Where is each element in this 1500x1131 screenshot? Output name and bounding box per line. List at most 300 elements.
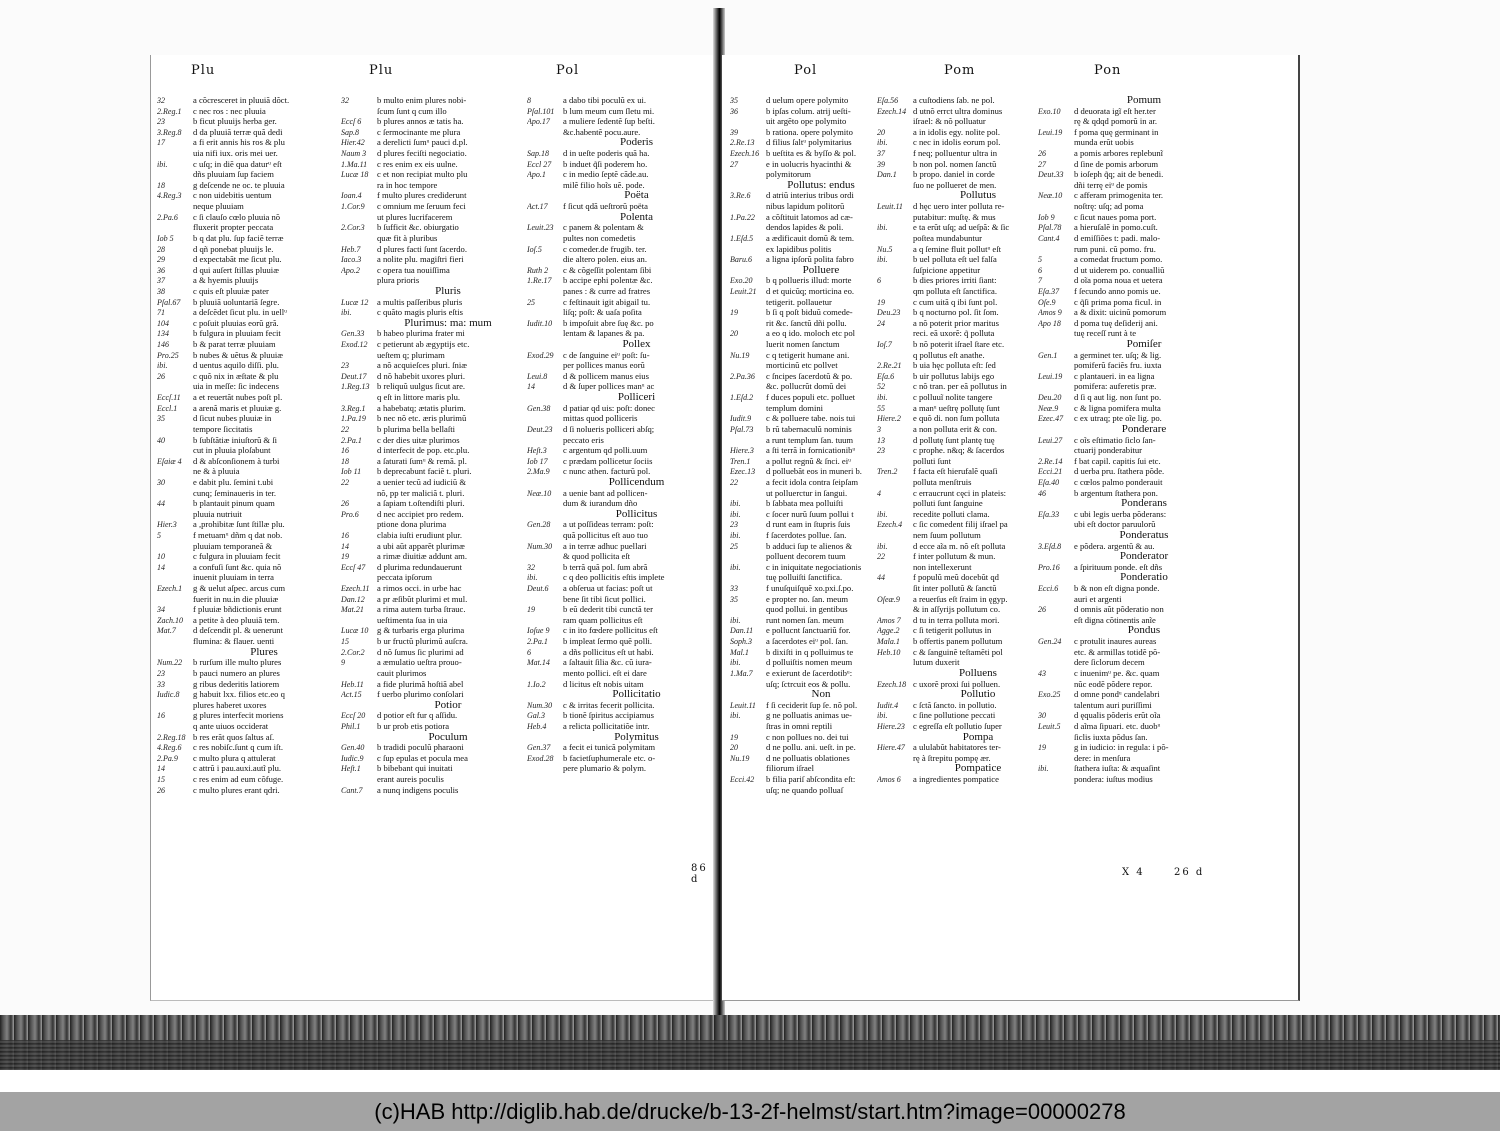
concordance-line (341, 445, 521, 456)
concordance-text: pere plumario & polym. (563, 763, 647, 774)
concordance-line (1038, 763, 1216, 774)
concordance-line (157, 265, 337, 276)
concordance-text: munda erũt uobis (1074, 137, 1134, 148)
verse-reference: 15 (341, 637, 349, 647)
entry-heading-text: Plurimus: ma: mum (404, 316, 492, 329)
entry-heading (157, 647, 337, 658)
verse-reference: 22 (341, 424, 349, 434)
concordance-line (1038, 286, 1216, 297)
concordance-line (877, 774, 1045, 785)
concordance-line (157, 721, 337, 732)
concordance-text: b induet q̃ſi poderem ho. (563, 158, 648, 169)
concordance-text: a rimæ diuitiæ addunt am. (377, 551, 467, 562)
concordance-text: ctuarij ponderabitur (1074, 445, 1143, 456)
concordance-line (730, 413, 878, 424)
concordance-text: f ſicut qdã ueſtrorũ poëta (563, 201, 648, 212)
concordance-text: per pollices manus eorũ (563, 360, 645, 371)
concordance-line (341, 297, 521, 308)
concordance-line (527, 700, 712, 711)
concordance-text: g & uelut aſpec. arcus cum (193, 583, 286, 594)
verse-reference: Deut.6 (527, 584, 549, 594)
verse-reference: ibi. (877, 509, 888, 519)
concordance-text: b lum meum cum ſletu mi. (563, 105, 655, 116)
verse-reference: Lucæ 12 (341, 297, 369, 307)
verse-reference: Exod.28 (527, 753, 554, 763)
verse-reference: 13 (877, 435, 885, 445)
verse-reference: Leui.27 (1038, 435, 1063, 445)
concordance-line (341, 190, 521, 201)
verse-reference: ibi. (157, 159, 168, 169)
concordance-text: b multo enim plures nobi- (377, 95, 467, 105)
verse-reference: Neæ.9 (1038, 403, 1059, 413)
verse-reference: 26 (157, 785, 165, 795)
concordance-line (877, 328, 1045, 339)
concordance-text: b pauci numero an plures (193, 667, 280, 678)
verse-reference: 2.Pa.1 (341, 435, 362, 445)
concordance-line (1038, 657, 1216, 668)
concordance-line (1038, 477, 1216, 488)
verse-reference: Amos 9 (1038, 308, 1062, 318)
concordance-text: a non polluta erit & con. (913, 423, 998, 434)
concordance-text: quã pollicitus eſt auo tuo (563, 529, 648, 540)
concordance-line (877, 710, 1045, 721)
verse-reference: Gal.3 (527, 711, 545, 721)
concordance-text: c quãto magis pluris eſtis (377, 307, 463, 318)
concordance-text: ſuo ne pollueret de men. (913, 179, 997, 190)
concordance-line (527, 541, 712, 552)
concordance-text: b terrã quã pol. ſum abrã (563, 561, 648, 572)
verse-reference: 3 (877, 424, 881, 434)
concordance-line (1038, 212, 1216, 223)
verse-reference: 46 (1038, 488, 1046, 498)
verse-reference: 1.Ma.11 (341, 159, 368, 169)
concordance-line (157, 679, 337, 690)
concordance-line (157, 190, 337, 201)
concordance-line (157, 222, 337, 233)
concordance-text: f poma quę germinant in (1074, 126, 1159, 137)
concordance-line (341, 360, 521, 371)
concordance-line (527, 657, 712, 668)
concordance-line (527, 445, 712, 456)
concordance-line (341, 636, 521, 647)
concordance-line (157, 541, 337, 552)
entry-heading (527, 212, 712, 223)
concordance-text: pluuia nutriuit (193, 508, 242, 519)
concordance-text: putabitur: muſtę. & mus (913, 211, 996, 222)
concordance-line (730, 636, 878, 647)
concordance-line (730, 159, 878, 170)
concordance-text: c attrũ i pau.auxi.autĩ plu. (193, 763, 282, 774)
concordance-text: polluent decorem tuum (766, 551, 846, 562)
concordance-text: c & ligna pomifera multa (1074, 402, 1161, 413)
verse-reference: Pro.16 (1038, 562, 1060, 572)
concordance-text: quæ fit à pluribus (377, 232, 438, 243)
concordance-line (527, 169, 712, 180)
concordance-line (341, 254, 521, 265)
concordance-text: c panem & polentam & (563, 222, 644, 233)
concordance-line (341, 668, 521, 679)
concordance-line (157, 148, 337, 159)
verse-reference: 23 (341, 361, 349, 371)
concordance-text: f metuamᵘ dñm q dat nob. (193, 529, 283, 540)
concordance-line (527, 668, 712, 679)
concordance-line (341, 137, 521, 148)
verse-reference: Ezec.13 (730, 467, 756, 477)
concordance-line (157, 180, 337, 191)
concordance-line (1038, 137, 1216, 148)
right-page (722, 55, 1300, 1001)
concordance-text: g in iudicio: in regula: i põ- (1074, 742, 1169, 753)
concordance-text: uſq; ne quando polluaſ (766, 784, 844, 795)
concordance-line (527, 116, 712, 127)
verse-reference: Neæ.10 (1038, 191, 1063, 201)
concordance-line (1038, 583, 1216, 594)
concordance-text: e põdera. argentũ & au. (1074, 540, 1155, 551)
verse-reference: 30 (157, 477, 165, 487)
concordance-text: d poma tuę deſiderij ani. (1074, 317, 1158, 328)
concordance-text: ſiclis iuxta põdus ſan. (1074, 731, 1148, 742)
concordance-text: c fulgura in pluuiam fecit (193, 551, 281, 562)
concordance-line (157, 360, 337, 371)
entry-heading (527, 732, 712, 743)
concordance-line (877, 413, 1045, 424)
concordance-text: polluti ſunt (913, 455, 951, 466)
verse-reference: Gen.38 (527, 403, 551, 413)
concordance-line (157, 445, 337, 456)
concordance-line (877, 466, 1045, 477)
concordance-line (1038, 403, 1216, 414)
verse-reference: 2.Pa.9 (157, 753, 178, 763)
concordance-text: c der dies uitæ plurimos (377, 434, 460, 445)
verse-reference: 1.Re.17 (527, 276, 552, 286)
verse-reference: Gen.1 (1038, 350, 1058, 360)
concordance-line (877, 530, 1045, 541)
verse-reference: ibi. (527, 573, 538, 583)
concordance-text: d runt eam in ſtupris ſuis (766, 519, 851, 530)
verse-reference: 19 (877, 297, 885, 307)
verse-reference: ibi. (877, 541, 888, 551)
verse-reference: 44 (877, 573, 885, 583)
concordance-line (730, 456, 878, 467)
concordance-line (341, 785, 521, 796)
concordance-text: auri et argenti (1074, 593, 1122, 604)
concordance-text: inuenit pluuiam in terra (193, 572, 274, 583)
entry-heading-text: Ponderare (1121, 422, 1167, 435)
verse-reference: 29 (157, 255, 165, 265)
entry-heading-text: Pollutus (959, 189, 997, 202)
verse-reference: ibi. (877, 223, 888, 233)
concordance-line (730, 190, 878, 201)
verse-reference: Iob 17 (527, 456, 548, 466)
entry-heading (730, 689, 878, 700)
left-page (150, 55, 716, 1001)
concordance-line (730, 424, 878, 435)
concordance-line (527, 350, 712, 361)
verse-reference: 55 (877, 403, 885, 413)
entry-heading (1038, 498, 1216, 509)
concordance-text: b ſufficit &c. obiurgatio (377, 222, 459, 233)
verse-reference: Num.30 (527, 700, 553, 710)
verse-reference: 25 (730, 541, 738, 551)
right-col2-running-head: Pom (944, 63, 976, 78)
verse-reference: Hiere.2 (877, 414, 901, 424)
concordance-text: e ta erũt uſq; ad ueſpã: & ſic (913, 222, 1010, 233)
verse-reference: 3.Re.6 (730, 191, 751, 201)
concordance-line (341, 753, 521, 764)
verse-reference: Leuit.11 (730, 700, 756, 710)
concordance-text: recedite polluti clama. (913, 508, 990, 519)
concordance-line (341, 350, 521, 361)
verse-reference: 14 (341, 541, 349, 551)
verse-reference: Iudit.10 (527, 318, 553, 328)
concordance-text: d potior eſt fur q aſſidu. (377, 710, 458, 721)
concordance-line (730, 212, 878, 223)
concordance-line (877, 148, 1045, 159)
concordance-line (730, 137, 878, 148)
concordance-text: d in ueſte poderis quã ha. (563, 148, 650, 159)
concordance-text: a multis paſſeribus pluris (377, 296, 463, 307)
verse-reference: Iob 9 (1038, 212, 1055, 222)
concordance-text: a fecit idola contra ſeipſam (766, 476, 859, 487)
concordance-line (730, 763, 878, 774)
concordance-text: c & irritas fecerit pollicita. (563, 699, 655, 710)
concordance-line (341, 604, 521, 615)
concordance-text: fluxerit propter peccata (193, 222, 274, 233)
entry-heading-text: Pluris (435, 284, 461, 297)
entry-heading (1038, 530, 1216, 541)
entry-heading-text: Pollicendum (608, 475, 665, 488)
concordance-text: ſtathera iuſta: & æquaſint (1074, 763, 1161, 774)
verse-reference: 1.Eſd.5 (730, 233, 754, 243)
concordance-text: d filius ſaltᵘ polymitarius (766, 137, 852, 148)
verse-reference: ibi. (877, 393, 888, 403)
concordance-line (730, 742, 878, 753)
concordance-text: b ueſtita es & byſſo & pol. (766, 148, 856, 159)
concordance-text: d ſi q aut lig. non ſunt po. (1074, 392, 1162, 403)
concordance-line (730, 222, 878, 233)
left-col3-running-head: Pol (556, 63, 580, 78)
concordance-line (730, 95, 878, 106)
concordance-text: panes : & curre ad fratres (563, 285, 651, 296)
verse-reference: Sap.18 (527, 149, 549, 159)
verse-reference: Eccſ 47 (341, 562, 366, 572)
concordance-line (877, 201, 1045, 212)
concordance-line (341, 551, 521, 562)
concordance-text: talentum auri puriſſimi (1074, 699, 1152, 710)
concordance-line (157, 466, 337, 477)
concordance-text: a q ſemine fluit pollutᵘ eſt (913, 243, 1002, 254)
verse-reference: 24 (877, 318, 885, 328)
concordance-line (527, 106, 712, 117)
concordance-line (527, 763, 712, 774)
concordance-text: mittas quod polliceris (563, 413, 638, 424)
concordance-text: d & ſuper pollices manᵘ ac (563, 381, 655, 392)
concordance-line (1038, 265, 1216, 276)
concordance-line (1038, 721, 1216, 732)
verse-reference: 22 (730, 477, 738, 487)
concordance-text: a uenie bant ad pollicen- (563, 487, 648, 498)
concordance-text: &c.habentẽ pocu.aure. (563, 126, 641, 137)
concordance-text: d plures facti ſunt ſacerdo. (377, 243, 467, 254)
concordance-line (1038, 254, 1216, 265)
verse-reference: 40 (157, 435, 165, 445)
concordance-text: d da pluuiã terræ quã dedi (193, 126, 283, 137)
verse-reference: Heb.11 (341, 679, 364, 689)
concordance-text: lentam & lapanes & pa. (563, 328, 645, 339)
verse-reference: 37 (877, 149, 885, 159)
concordance-line (341, 233, 521, 244)
concordance-line (527, 647, 712, 658)
concordance-text: dendos lapides & poli. (766, 222, 844, 233)
concordance-line (730, 657, 878, 668)
concordance-line (157, 127, 337, 138)
concordance-line (527, 753, 712, 764)
concordance-line (1038, 732, 1216, 743)
concordance-text: a cõcresceret in pluuiã dõct. (193, 95, 290, 105)
concordance-line (1038, 127, 1216, 138)
concordance-text: dñs pluuiam ſup faciem (193, 169, 274, 180)
concordance-text: c omnium me ſeruum feci (377, 201, 466, 212)
concordance-line (1038, 307, 1216, 318)
verse-reference: Deut.17 (341, 371, 367, 381)
concordance-text: cunq; ſeminaueris in ter. (193, 487, 277, 498)
concordance-text: c poſuit pluuias eorũ grã. (193, 317, 279, 328)
concordance-text: g ribus dederitis latiorem (193, 678, 280, 689)
verse-reference: 35 (157, 414, 165, 424)
concordance-text: c prophe. n&q; & ſacerdos (913, 445, 1005, 456)
concordance-text: d polluiſtis nomen meum (766, 657, 853, 668)
concordance-line (527, 360, 712, 371)
concordance-line (730, 615, 878, 626)
concordance-line (157, 95, 337, 106)
concordance-text: c de ſanguine eiᵘ poſt: ſu- (563, 349, 650, 360)
concordance-line (1038, 594, 1216, 605)
concordance-text: d ne polluatis oblationes (766, 752, 850, 763)
concordance-line (1038, 689, 1216, 700)
verse-reference: Mat.14 (527, 658, 550, 668)
concordance-text: fuerit in nu.in die pluuiæ (193, 593, 279, 604)
verse-reference: 16 (157, 711, 165, 721)
concordance-text: c non uidebitis uentum (193, 190, 272, 201)
concordance-text: uſq; ſctrcuit eos & pollu. (766, 678, 851, 689)
concordance-text: d utnõ errct ultra dominus (913, 105, 1003, 116)
concordance-text: d oĩa poma noua et uetera (1074, 275, 1163, 286)
concordance-line (877, 350, 1045, 361)
verse-reference: 32 (157, 96, 165, 105)
concordance-line (730, 509, 878, 520)
verse-reference: Ecci.21 (1038, 467, 1063, 477)
concordance-line (877, 583, 1045, 594)
concordance-text: b nubes & uẽtus & pluuiæ (193, 349, 283, 360)
verse-reference: 27 (730, 159, 738, 169)
entry-heading (527, 339, 712, 350)
concordance-text: c nec ros : nec pluuia (193, 105, 266, 116)
concordance-line (877, 541, 1045, 552)
concordance-line (341, 466, 521, 477)
concordance-line (730, 753, 878, 764)
concordance-text: d emiſſiões t: padi. malo- (1074, 232, 1161, 243)
concordance-text: b plurima bella bellaſti (377, 423, 456, 434)
concordance-text: rit &c. ſanctũ dñi pollu. (766, 317, 847, 328)
concordance-text: b ipſas colum. atrij ueſti- (766, 105, 851, 116)
concordance-text: tempore ſiccitatis (193, 423, 253, 434)
verse-reference: 8 (527, 96, 531, 105)
concordance-text: c feſtinauit igit abigail tu. (563, 296, 651, 307)
concordance-line (877, 297, 1045, 308)
verse-reference: 23 (157, 668, 165, 678)
verse-reference: 23 (730, 520, 738, 530)
entry-heading (527, 509, 712, 520)
concordance-line (157, 604, 337, 615)
verse-reference: 71 (157, 308, 165, 318)
concordance-line (730, 435, 878, 446)
concordance-line (1038, 180, 1216, 191)
concordance-line (527, 562, 712, 573)
concordance-text: q pollutus eſt anathe. (913, 349, 985, 360)
concordance-line (157, 572, 337, 583)
verse-reference: Nu.5 (877, 244, 893, 254)
concordance-text: d ſicut nubes pluuiæ in (193, 413, 272, 424)
concordance-text: c & polluere tabe. nois tui (766, 413, 856, 424)
entry-heading (527, 689, 712, 700)
concordance-line (730, 785, 878, 796)
concordance-text: a pollut regnũ & ſnci. eiᵘ (766, 455, 851, 466)
concordance-text: f populũ meũ docebũt qd (913, 572, 999, 583)
concordance-text: d & pollicem manus eius (563, 370, 649, 381)
entry-heading-text: Polymitus (614, 730, 659, 743)
verse-reference: Mala.1 (877, 637, 900, 647)
concordance-line (1038, 275, 1216, 286)
concordance-text: tuę receſſ runt à te (1074, 328, 1137, 339)
concordance-line (341, 647, 521, 658)
concordance-line (877, 95, 1045, 106)
entry-heading-text: Pollicitus (615, 507, 658, 520)
concordance-text: clabia iuſti erudiunt plur. (377, 529, 462, 540)
right-page-signature: X 4 (1122, 867, 1145, 878)
concordance-line (730, 116, 878, 127)
concordance-text: templum domini (766, 402, 824, 413)
right-col1 (730, 95, 878, 795)
concordance-line (527, 530, 712, 541)
concordance-text: a rimos occi. in urbe hac (377, 583, 462, 594)
concordance-text: liſq; poſt: & uaſa poſita (563, 307, 642, 318)
concordance-line (157, 742, 337, 753)
verse-reference: Hiere.47 (877, 743, 905, 753)
verse-reference: 134 (157, 329, 169, 339)
verse-reference: Lucæ 18 (341, 170, 369, 180)
concordance-line (730, 244, 878, 255)
concordance-line (157, 700, 337, 711)
concordance-line (730, 318, 878, 329)
concordance-text: c nunc athen. facturũ pol. (563, 466, 651, 477)
concordance-text: &c. pollucrũt domũ dei (766, 381, 847, 392)
concordance-text: c inuenimᵘ pe. &c. quam (1074, 667, 1160, 678)
concordance-line (157, 116, 337, 127)
concordance-line (1038, 753, 1216, 764)
concordance-text: a nõ poterit prior maritus (913, 317, 999, 328)
concordance-line (527, 710, 712, 721)
concordance-text: ſcum ſunt q cum illo (377, 105, 447, 116)
verse-reference: 16 (341, 530, 349, 540)
verse-reference: 19 (730, 732, 738, 742)
concordance-text: c protulit inaures aureas (1074, 636, 1157, 647)
concordance-text: c cœlos palmo ponderauit (1074, 476, 1163, 487)
concordance-line (157, 774, 337, 785)
concordance-text: reci. eã uxorẽ: q̃ polluta (913, 328, 995, 339)
verse-reference: Iudic.9 (341, 753, 364, 763)
verse-reference: 2.Cor.2 (341, 647, 365, 657)
concordance-line (877, 488, 1045, 499)
